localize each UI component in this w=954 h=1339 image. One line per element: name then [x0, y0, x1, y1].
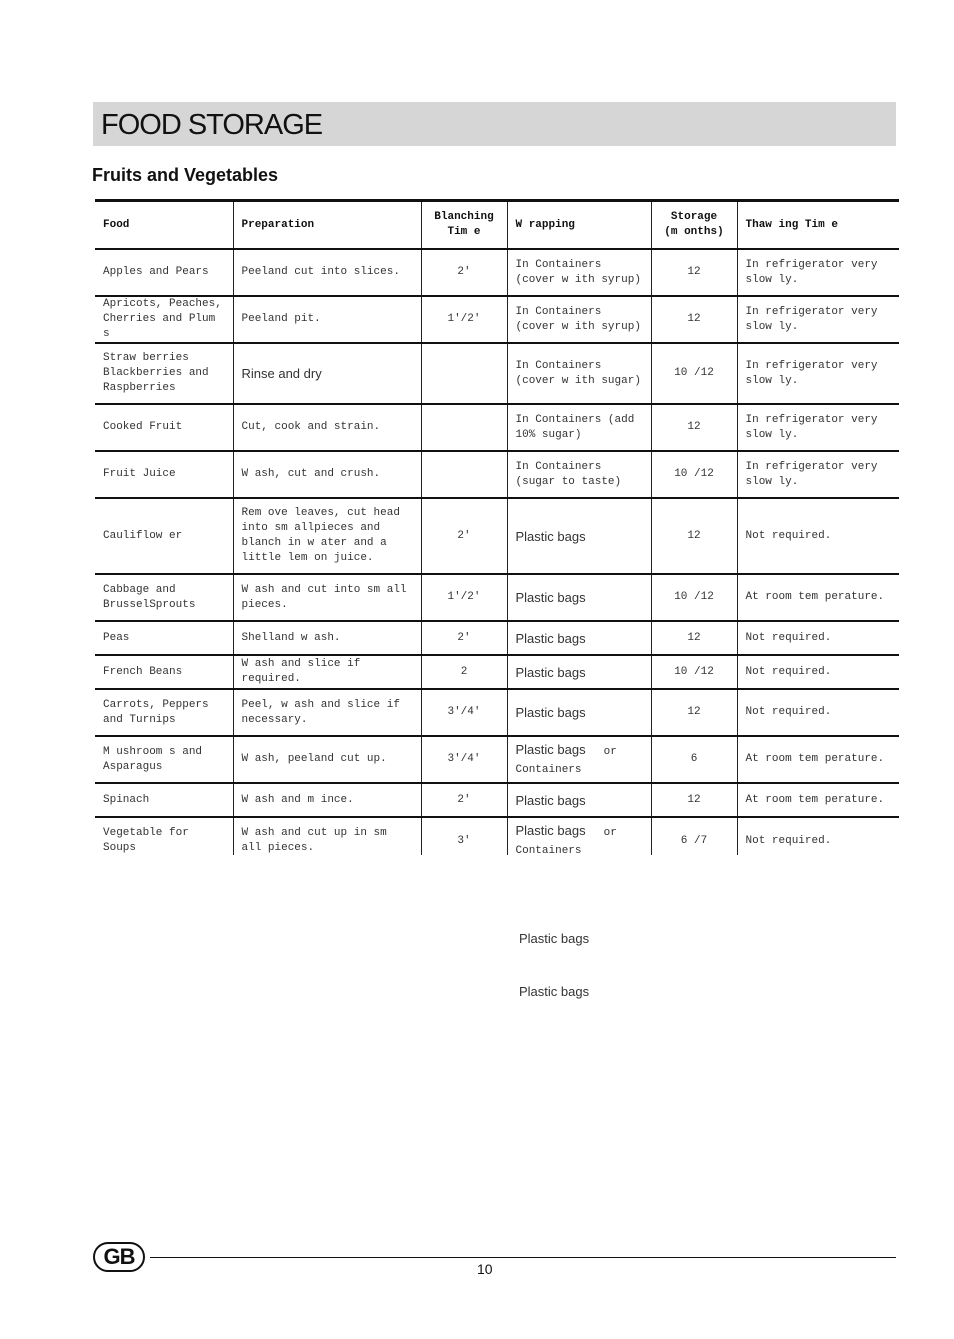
wrap-cell: Plastic bags — [507, 621, 651, 655]
food-cell: Cooked Fruit — [95, 404, 233, 451]
food-cell: Apricots, Peaches, Cherries and Plum s — [95, 296, 233, 343]
wrap-cell: Plastic bags — [507, 498, 651, 574]
storage-cell: 12 — [651, 783, 737, 817]
header-preparation: Preparation — [233, 201, 421, 250]
table-row — [95, 817, 899, 855]
blanch-cell: 1'/2' — [421, 574, 507, 621]
blanch-cell: 2' — [421, 249, 507, 296]
blanch-cell: 2 — [421, 655, 507, 689]
blanch-cell: 3'/4' — [421, 736, 507, 783]
storage-cell: 12 — [651, 689, 737, 736]
blanch-cell: 2' — [421, 783, 507, 817]
header-thawing: Thaw ing Tim e — [737, 201, 899, 250]
table-row — [95, 574, 899, 621]
table-row — [95, 296, 899, 343]
blanch-cell — [421, 451, 507, 498]
food-cell: Peas — [95, 621, 233, 655]
thaw-cell: At room tem perature. — [737, 736, 899, 783]
thaw-cell: In refrigerator very slow ly. — [737, 451, 899, 498]
food-cell: Fruit Juice — [95, 451, 233, 498]
header-food: Food — [95, 201, 233, 250]
wrap-cell: Plastic bags — [507, 574, 651, 621]
section-subtitle: Fruits and Vegetables — [92, 165, 279, 185]
prep-cell: Peel, w ash and slice if necessary. — [233, 689, 421, 736]
storage-cell: 12 — [651, 498, 737, 574]
food-cell: Carrots, Peppers and Turnips — [95, 689, 233, 736]
header-blanching: Blanching Tim e — [421, 201, 507, 250]
storage-cell: 10 /12 — [651, 655, 737, 689]
prep-cell: W ash, cut and crush. — [233, 451, 421, 498]
food-cell: Vegetable for Soups — [95, 817, 233, 855]
prep-cell: W ash and m ince. — [233, 783, 421, 817]
prep-cell: Cut, cook and strain. — [233, 404, 421, 451]
page-title: FOOD STORAGE — [101, 109, 323, 141]
thaw-cell: At room tem perature. — [737, 783, 899, 817]
prep-cell: W ash, peeland cut up. — [233, 736, 421, 783]
wrap-cell: In Containers (cover w ith sugar) — [507, 343, 651, 404]
food-cell: Cabbage and BrusselSprouts — [95, 574, 233, 621]
blanch-cell — [421, 404, 507, 451]
storage-cell: 6 /7 — [651, 817, 737, 855]
thaw-cell: In refrigerator very slow ly. — [737, 249, 899, 296]
storage-table-container — [90, 199, 905, 855]
table-row — [95, 343, 899, 404]
wrap-cell: In Containers (add 10% sugar) — [507, 404, 651, 451]
storage-table — [95, 199, 899, 855]
storage-cell: 10 /12 — [651, 343, 737, 404]
food-cell: Spinach — [95, 783, 233, 817]
storage-cell: 10 /12 — [651, 451, 737, 498]
header-wrapping: W rapping — [507, 201, 651, 250]
table-row — [95, 655, 899, 689]
food-cell: M ushroom s and Asparagus — [95, 736, 233, 783]
header-storage: Storage (m onths) — [651, 201, 737, 250]
table-row — [95, 451, 899, 498]
blanch-cell: 3'/4' — [421, 689, 507, 736]
country-badge: GB — [93, 1242, 145, 1272]
thaw-cell: In refrigerator very slow ly. — [737, 404, 899, 451]
blanch-cell: 2' — [421, 498, 507, 574]
prep-cell: Rinse and dry — [233, 343, 421, 404]
wrap-cell: Plastic bags or Containers — [507, 817, 651, 855]
wrap-cell: Plastic bags — [507, 783, 651, 817]
wrap-cell: Plastic bags or Containers — [507, 736, 651, 783]
food-cell: French Beans — [95, 655, 233, 689]
food-cell: Straw berries Blackberries and Raspberries — [95, 343, 233, 404]
table-row — [95, 689, 899, 736]
stray-label: Plastic bags — [519, 931, 590, 946]
prep-cell: W ash and cut into sm all pieces. — [233, 574, 421, 621]
storage-cell: 12 — [651, 621, 737, 655]
table-row — [95, 249, 899, 296]
storage-cell: 6 — [651, 736, 737, 783]
wrap-cell: In Containers (sugar to taste) — [507, 451, 651, 498]
footer-divider — [150, 1257, 896, 1258]
prep-cell: Rem ove leaves, cut head into sm allpieces and blanch in w ater and a little lem on juice. — [233, 498, 421, 574]
food-cell: Apples and Pears — [95, 249, 233, 296]
thaw-cell: At room tem perature. — [737, 574, 899, 621]
storage-cell: 12 — [651, 249, 737, 296]
table-header-row — [95, 201, 899, 250]
thaw-cell: In refrigerator very slow ly. — [737, 343, 899, 404]
thaw-cell: Not required. — [737, 817, 899, 855]
thaw-cell: In refrigerator very slow ly. — [737, 296, 899, 343]
blanch-cell: 2' — [421, 621, 507, 655]
storage-cell: 12 — [651, 296, 737, 343]
storage-cell: 12 — [651, 404, 737, 451]
prep-cell: Peeland cut into slices. — [233, 249, 421, 296]
thaw-cell: Not required. — [737, 498, 899, 574]
blanch-cell — [421, 343, 507, 404]
stray-label: Plastic bags — [519, 984, 590, 999]
prep-cell: Peeland pit. — [233, 296, 421, 343]
storage-cell: 10 /12 — [651, 574, 737, 621]
thaw-cell: Not required. — [737, 621, 899, 655]
page-title-bar — [93, 102, 896, 146]
thaw-cell: Not required. — [737, 689, 899, 736]
prep-cell: W ash and cut up in sm all pieces. — [233, 817, 421, 855]
table-row — [95, 404, 899, 451]
wrap-cell: In Containers (cover w ith syrup) — [507, 296, 651, 343]
blanch-cell: 3' — [421, 817, 507, 855]
prep-cell: W ash and slice if required. — [233, 655, 421, 689]
prep-cell: Shelland w ash. — [233, 621, 421, 655]
food-cell: Cauliflow er — [95, 498, 233, 574]
wrap-cell: Plastic bags — [507, 655, 651, 689]
wrap-cell: In Containers (cover w ith syrup) — [507, 249, 651, 296]
table-row — [95, 498, 899, 574]
wrap-cell: Plastic bags — [507, 689, 651, 736]
table-row — [95, 783, 899, 817]
table-row — [95, 621, 899, 655]
page-number: 10 — [477, 1261, 493, 1277]
table-row — [95, 736, 899, 783]
thaw-cell: Not required. — [737, 655, 899, 689]
blanch-cell: 1'/2' — [421, 296, 507, 343]
